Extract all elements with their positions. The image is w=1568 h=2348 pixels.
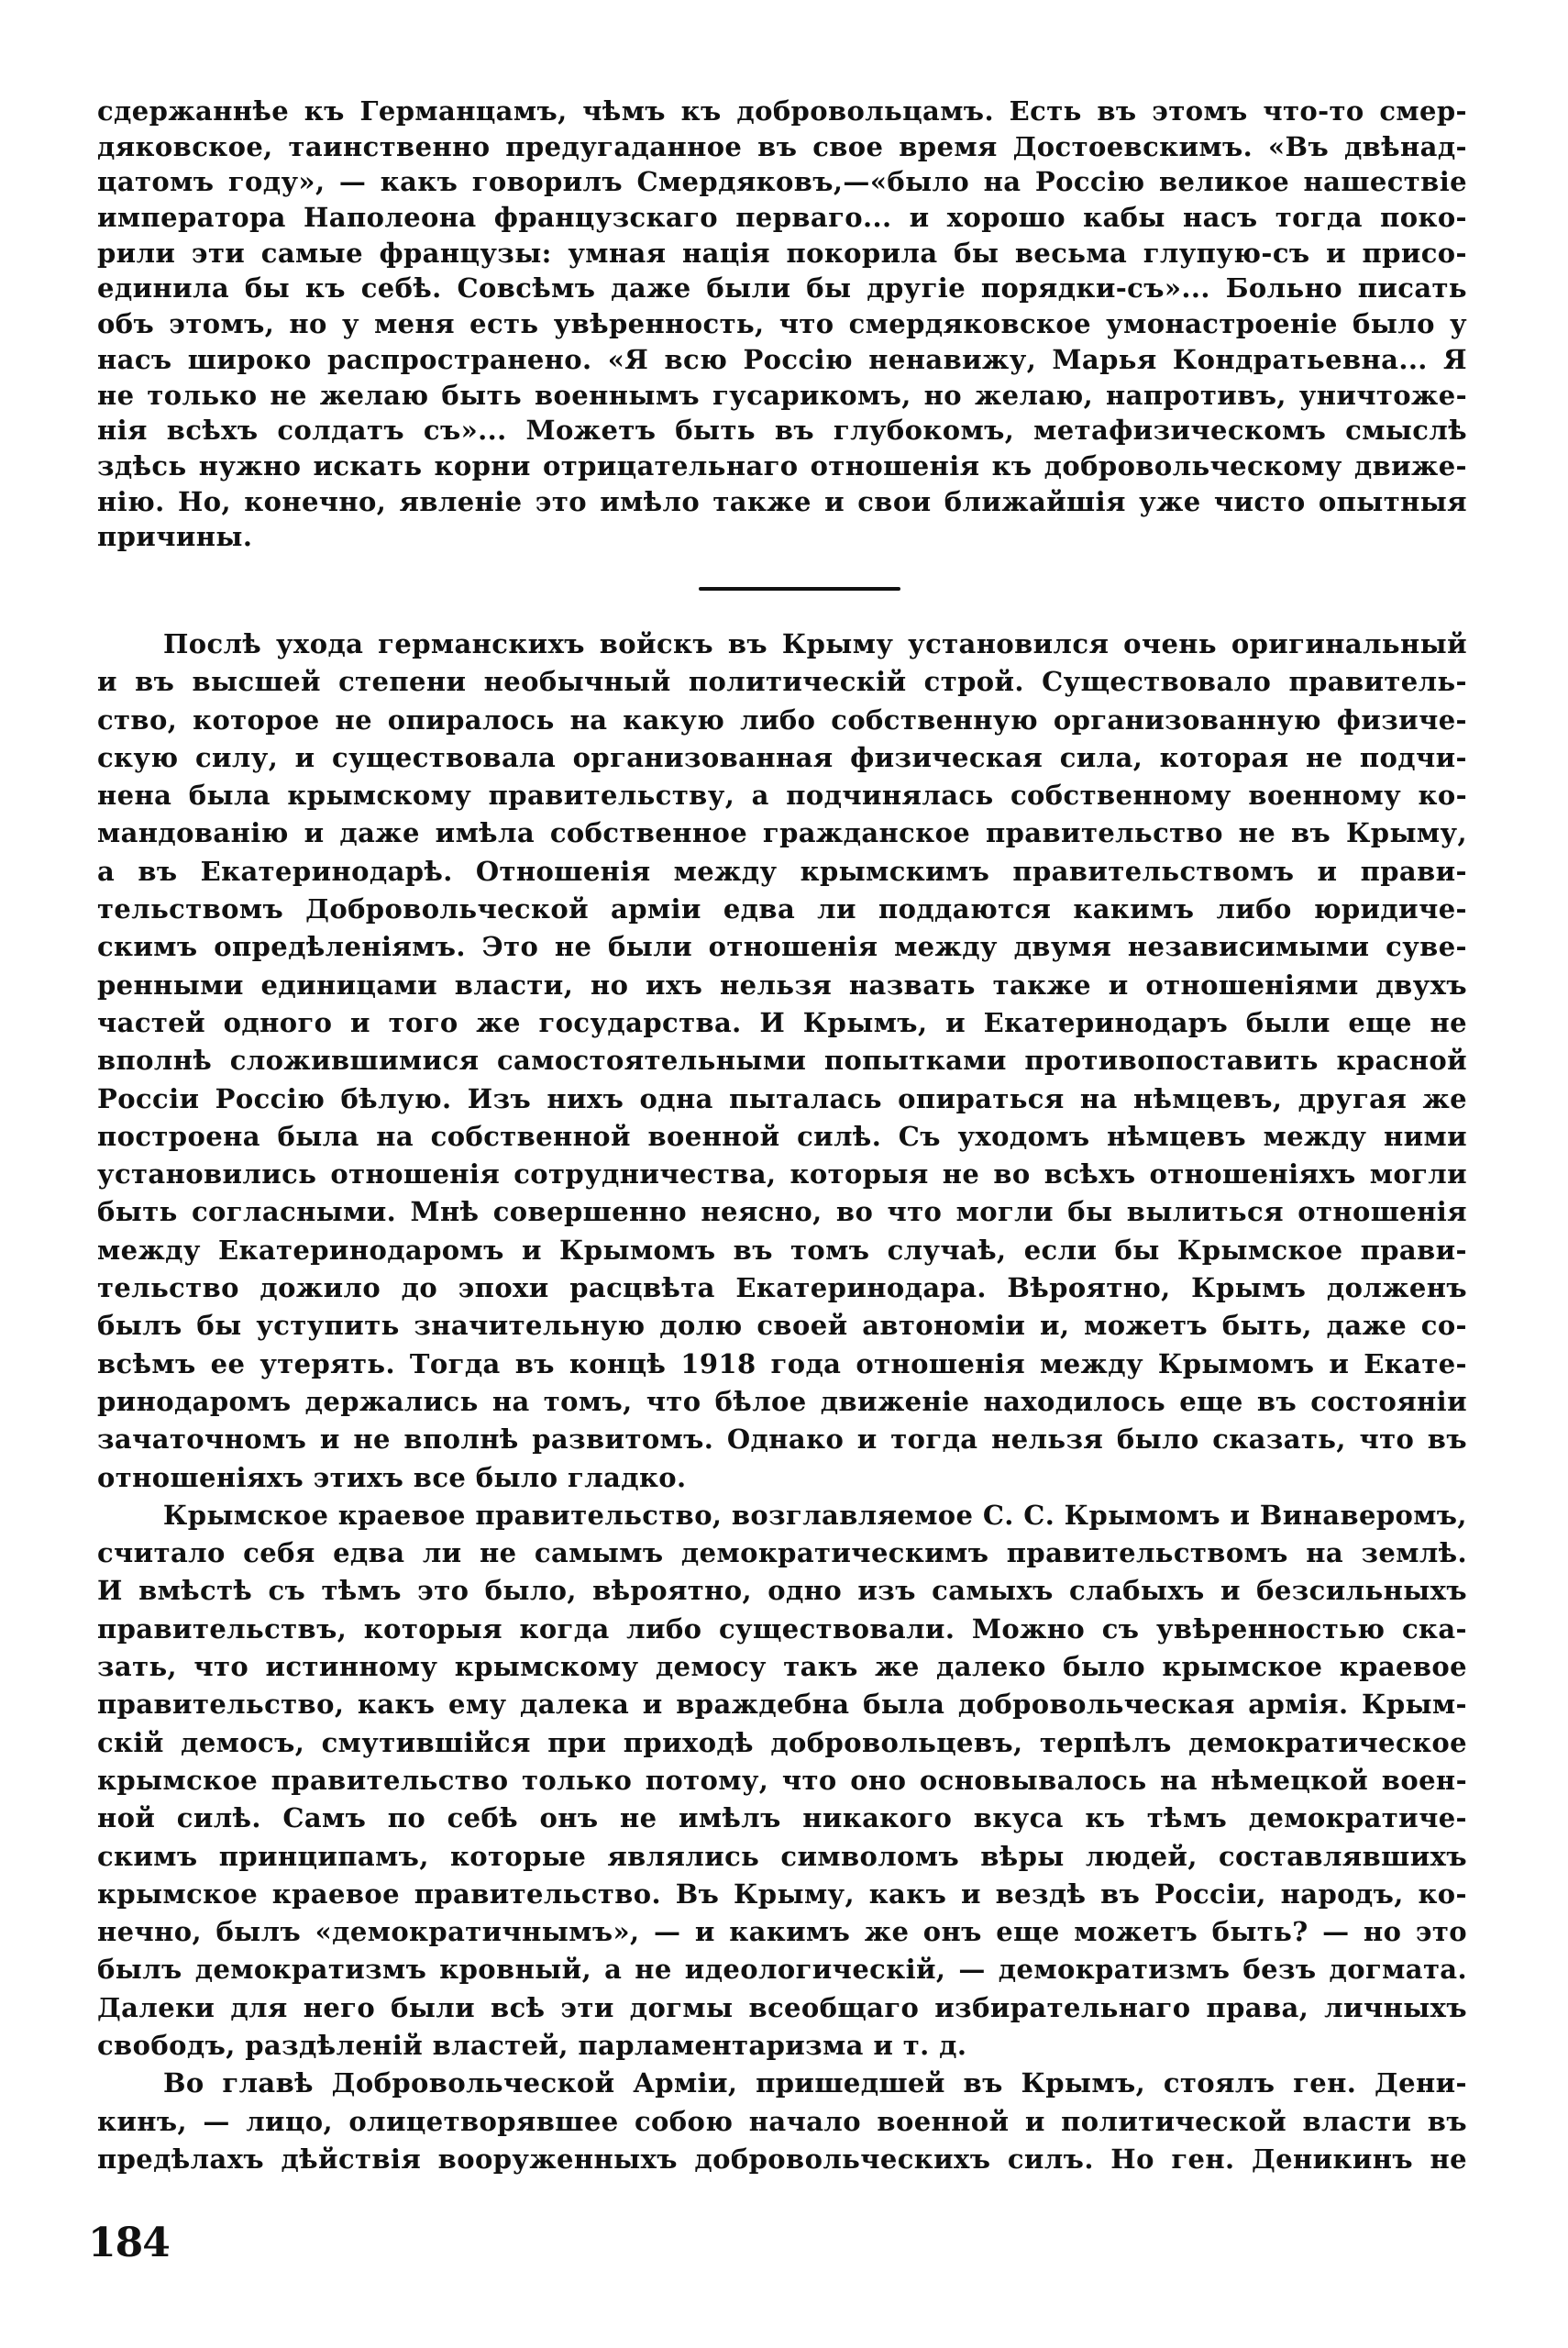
text-line: сдержаннѣе къ Германцамъ, чѣмъ къ добровольцамъ. Есть въ этомъ что-то смер- (97, 95, 1467, 127)
text-line: мандованію и даже имѣла собственное гражданское правительство не въ Крыму, (97, 817, 1467, 849)
text-line: скую силу, и существовала организованная физическая сила, которая не подчи- (97, 741, 1467, 773)
text-line: причины. (97, 521, 253, 553)
text-line: И вмѣстѣ съ тѣмъ это было, вѣроятно, одно изъ самыхъ слабыхъ и безсильныхъ (97, 1575, 1467, 1607)
text-line: построена была на собственной военной силѣ. Съ уходомъ нѣмцевъ между ними (97, 1120, 1467, 1152)
text-line: единила бы къ себѣ. Совсѣмъ даже были бы другіе порядки-съ»... Больно писать (97, 272, 1467, 305)
text-line: отношеніяхъ этихъ все было гладко. (97, 1461, 687, 1493)
text-line: здѣсь нужно искать корни отрицательнаго отношенія къ добровольческому движе- (97, 449, 1467, 482)
text-line: былъ демократизмъ кровный, а не идеологическій, — демократизмъ безъ догмата. (97, 1954, 1467, 1986)
text-line: скій демосъ, смутившійся при приходѣ добровольцевъ, терпѣлъ демократическое (97, 1726, 1467, 1758)
text-line: и въ высшей степени необычный политическій строй. Существовало правитель- (97, 666, 1467, 698)
text-line: считало себя едва ли не самымъ демократическимъ правительствомъ на землѣ. (97, 1537, 1467, 1569)
paragraph (97, 2065, 1467, 2178)
text-line: предѣлахъ дѣйствія вооруженныхъ добровольческихъ силъ. Но ген. Деникинъ не (97, 2143, 1467, 2175)
text-line: кинъ, — лицо, олицетворявшее собою начало военной и политической власти въ (97, 2105, 1467, 2137)
paragraph (97, 626, 1467, 1497)
text-line: ренными единицами власти, но ихъ нельзя назвать также и отношеніями двухъ (97, 969, 1467, 1001)
text-line: ной силѣ. Самъ по себѣ онъ не имѣлъ никакого вкуса къ тѣмъ демократиче- (97, 1802, 1467, 1834)
text-line: правительство, какъ ему далека и враждебна была добровольческая армія. Крым- (97, 1689, 1467, 1721)
text-line: нечно, былъ «демократичнымъ», — и какимъ же онъ еще можетъ быть? — но это (97, 1916, 1467, 1948)
text-line: а въ Екатеринодарѣ. Отношенія между крымскимъ правительствомъ и прави- (97, 855, 1467, 887)
text-line: крымское краевое правительство. Въ Крыму, какъ и вездѣ въ Россіи, народъ, ко- (97, 1877, 1467, 1910)
text-line: не только не желаю быть военнымъ гусарикомъ, но желаю, напротивъ, уничтоже- (97, 379, 1467, 411)
page-number: 184 (88, 2220, 170, 2266)
text-line: цатомъ году», — какъ говорилъ Смердяковъ,—«было на Россію великое нашествіе (97, 166, 1467, 198)
text-line: нія всѣхъ солдатъ съ»... Можетъ быть въ глубокомъ, метафизическомъ смыслѣ (97, 415, 1467, 447)
text-line: скимъ опредѣленіямъ. Это не были отношенія между двумя независимыми суве- (97, 931, 1467, 963)
text-line: тельство дожило до эпохи расцвѣта Екатеринодара. Вѣроятно, Крымъ долженъ (97, 1272, 1467, 1304)
text-line: тельствомъ Добровольческой арміи едва ли поддаются какимъ либо юридиче- (97, 893, 1467, 925)
text-line: Далеки для него были всѣ эти догмы всеобщаго избирательнаго права, личныхъ (97, 1991, 1467, 2023)
text-line: Россіи Россію бѣлую. Изъ нихъ одна пыталась опираться на нѣмцевъ, другая же (97, 1082, 1467, 1114)
text-line: всѣмъ ее утерять. Тогда въ концѣ 1918 года отношенія между Крымомъ и Екате- (97, 1347, 1467, 1379)
text-line: свободъ, раздѣленій властей, парламентаризма и т. д. (97, 2029, 967, 2061)
text-line: нію. Но, конечно, явленіе это имѣло также и свои ближайшія уже чисто опытныя (97, 485, 1467, 517)
text-line: между Екатеринодаромъ и Крымомъ въ томъ случаѣ, если бы Крымское прави- (97, 1234, 1467, 1266)
text-line: крымское правительство только потому, что оно основывалось на нѣмецкой воен- (97, 1764, 1467, 1796)
text-line: ство, которое не опиралось на какую либо собственную организованную физиче- (97, 703, 1467, 736)
text-line: зать, что истинному крымскому демосу такъ же далеко было крымское краевое (97, 1651, 1467, 1683)
text-line: насъ широко распространено. «Я всю Россію ненавижу, Марья Кондратьевна... Я (97, 343, 1467, 375)
text-line: частей одного и того же государства. И Крымъ, и Екатеринодаръ были еще не (97, 1006, 1467, 1038)
text-line: нена была крымскому правительству, а подчинялась собственному военному ко- (97, 780, 1467, 812)
paragraph (97, 1497, 1467, 2065)
section-divider (699, 587, 900, 591)
text-line: ринодаромъ держались на томъ, что бѣлое движеніе находилось еще въ состояніи (97, 1385, 1467, 1417)
text-line: объ этомъ, но у меня есть увѣренность, что смердяковское умонастроеніе было у (97, 308, 1467, 340)
text-line: рили эти самые французы: умная нація покорила бы весьма глупую-съ и присо- (97, 237, 1467, 269)
text-line: императора Наполеона французскаго перваго... и хорошо кабы насъ тогда поко- (97, 202, 1467, 234)
text-line: установились отношенія сотрудничества, которыя не во всѣхъ отношеніяхъ могли (97, 1158, 1467, 1191)
text-line: быть согласными. Мнѣ совершенно неясно, во что могли бы вылиться отношенія (97, 1196, 1467, 1228)
section-1-text (97, 94, 1467, 555)
text-line: правительствъ, которыя когда либо существовали. Можно съ увѣренностью ска- (97, 1612, 1467, 1645)
text-line: Во главѣ Добровольческой Арміи, пришедшей въ Крымъ, стоялъ ген. Дени- (163, 2067, 1467, 2099)
text-line: Крымское краевое правительство, возглавляемое С. С. Крымомъ и Винаверомъ, (162, 1499, 1467, 1531)
text-line: зачаточномъ и не вполнѣ развитомъ. Однако и тогда нельзя было сказать, что въ (97, 1423, 1467, 1456)
text-line: дяковское, таинственно предугаданное въ свое время Достоевскимъ. «Въ двѣнад- (97, 130, 1467, 162)
text-line: Послѣ ухода германскихъ войскъ въ Крыму установился очень оригинальный (163, 628, 1467, 659)
text-line: скимъ принципамъ, которые являлись символомъ вѣры людей, составлявшихъ (97, 1840, 1467, 1872)
text-line: вполнѣ сложившимися самостоятельными попытками противопоставить красной (97, 1045, 1467, 1077)
text-line: былъ бы уступить значительную долю своей автономіи и, можетъ быть, даже со- (97, 1310, 1467, 1342)
section-2-text (97, 626, 1467, 2178)
